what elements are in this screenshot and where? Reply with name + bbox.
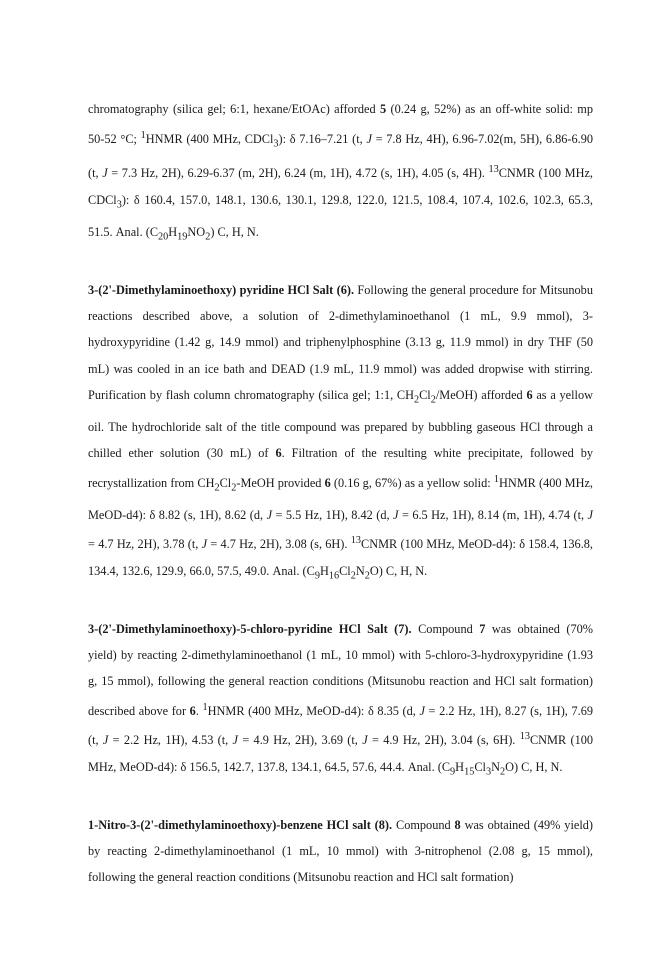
paragraph-compound-8 <box>88 812 593 891</box>
superscript: 1 <box>202 701 208 713</box>
superscript: 13 <box>350 535 361 547</box>
text-run: (0.16 g, 67%) as a yellow solid: <box>330 475 494 490</box>
text-run: Cl <box>219 475 232 490</box>
superscript: 1 <box>140 129 146 141</box>
compound-number: 6 <box>275 446 282 461</box>
text-run: H <box>319 563 329 578</box>
coupling-constant-symbol: J <box>587 507 594 522</box>
text-run: was obtained (49% yield) by reacting 2-dimethylaminoethanol (1 mL, 10 mmol) with 3-nitrophenol (2.08 g, 15 mmol), following the general reaction conditions (Mitsunobu reaction and HCl salt formation) <box>88 817 593 885</box>
text-run: HNMR (400 MHz, MeOD-d4): δ 8.35 (d, <box>207 703 420 718</box>
coupling-constant-symbol: J <box>419 703 425 718</box>
text-run: (0.24 g, 52%) as an off-white solid: mp 50-52 °C; <box>88 102 593 146</box>
text-run: chromatography (silica gel; 6:1, hexane/EtOAc) afforded <box>88 102 380 116</box>
text-run: Compound <box>392 817 455 832</box>
subscript: 15 <box>464 766 475 778</box>
subscript: 2 <box>350 570 356 582</box>
coupling-constant-symbol: J <box>102 166 108 181</box>
compound-number: 6 <box>324 475 331 490</box>
text-run: = 4.9 Hz, 2H), 3.04 (s, 6H). <box>367 733 520 748</box>
text-run: HNMR (400 MHz, CDCl <box>145 131 274 146</box>
text-run: Following the general procedure for Mitsunobu reactions described above, a solution of 2-dimethylaminoethanol (1 mL, 9.9 mmol), 3-hydroxypyridine (1.42 g, 14.9 mmol) and triphenylphosphine (3.13 g, 11.9 mmol) in dry THF (50 mL) was cooled in an ice bath and DEAD (1.9 mL, 11.9 mmol) was added dropwise with stirring. Purification by flash column chromatography (silica gel; 1:1, CH <box>88 282 593 403</box>
text-run: = 7.3 Hz, 2H), 6.29-6.37 (m, 2H), 6.24 (m, 1H), 4.72 (s, 1H), 4.05 (s, 4H). <box>107 166 489 181</box>
coupling-constant-symbol: J <box>393 507 399 522</box>
text-run: HNMR (400 MHz, MeOD-d4): δ 8.82 (s, 1H), 8.62 (d, <box>88 475 593 522</box>
text-run: CNMR (100 MHz, CDCl <box>88 166 593 207</box>
text-run: O) C, H, N. <box>369 563 428 578</box>
coupling-constant-symbol: J <box>366 131 372 146</box>
text-run: ): δ 160.4, 157.0, 148.1, 130.6, 130.1, 129.8, 122.0, 121.5, 108.4, 107.4, 102.6, 102.3, 65.3, 51.5. Anal. (C <box>88 192 593 239</box>
subscript: 2 <box>231 482 237 494</box>
text-run: as a yellow oil. The hydrochloride salt of the title compound was prepared by bubbling gaseous HCl through a chilled ether solution (30 mL) of <box>88 388 593 461</box>
paragraph-text <box>88 282 594 582</box>
text-run: NO <box>187 224 206 239</box>
text-run: N <box>491 759 500 774</box>
text-run: H <box>455 759 465 774</box>
compound-number: 8 <box>454 817 461 832</box>
paragraph-title: 3-(2'-Dimethylaminoethoxy) pyridine HCl Salt (6). <box>88 282 355 297</box>
text-run: = 2.2 Hz, 1H), 8.27 (s, 1H), 7.69 (t, <box>88 703 593 748</box>
subscript: 2 <box>364 570 370 582</box>
subscript: 2 <box>430 394 436 406</box>
text-run: /MeOH) afforded <box>435 388 527 403</box>
text-run: H <box>168 224 178 239</box>
paragraph-compound-7 <box>88 616 593 786</box>
text-run: = 4.7 Hz, 2H), 3.78 (t, <box>88 537 202 552</box>
text-run: ) C, H, N. <box>210 224 259 239</box>
superscript: 13 <box>519 731 530 743</box>
coupling-constant-symbol: J <box>201 537 208 552</box>
text-run: CNMR (100 MHz, MeOD-d4): δ 156.5, 142.7, 137.8, 134.1, 64.5, 57.6, 44.4. Anal. (C <box>88 733 594 774</box>
text-run: = 4.7 Hz, 2H), 3.08 (s, 6H). <box>207 537 351 552</box>
paragraph-title: 1-Nitro-3-(2'-dimethylaminoethoxy)-benzene HCl salt (8). <box>88 817 393 832</box>
subscript: 19 <box>177 231 188 243</box>
subscript: 2 <box>214 482 220 494</box>
subscript: 3 <box>273 137 279 149</box>
text-run: Cl <box>339 563 351 578</box>
subscript: 9 <box>314 570 320 582</box>
text-run: Compound <box>411 621 480 636</box>
paragraph-text <box>88 102 594 243</box>
subscript: 2 <box>205 231 211 243</box>
text-run: = 7.8 Hz, 4H), 6.96-7.02(m, 5H), 6.86-6.90 (t, <box>88 131 594 181</box>
subscript: 9 <box>450 766 456 778</box>
coupling-constant-symbol: J <box>102 733 109 748</box>
text-run: O) C, H, N. <box>505 759 563 774</box>
paragraph-compound-5 <box>88 96 593 251</box>
compound-number: 6 <box>526 388 533 403</box>
text-run: CNMR (100 MHz, MeOD-d4): δ 158.4, 136.8, 134.4, 132.6, 129.9, 66.0, 57.5, 49.0. Anal. (C <box>88 537 594 578</box>
subscript: 16 <box>328 570 340 582</box>
coupling-constant-symbol: J <box>232 733 239 748</box>
coupling-constant-symbol: J <box>266 507 273 522</box>
text-run: ): δ 7.16–7.21 (t, <box>278 131 367 146</box>
compound-number: 6 <box>189 703 196 718</box>
superscript: 13 <box>488 164 499 176</box>
paragraph-compound-6 <box>88 277 593 590</box>
text-run: = 6.5 Hz, 1H), 8.14 (m, 1H), 4.74 (t, <box>398 507 588 522</box>
coupling-constant-symbol: J <box>362 733 368 748</box>
compound-number: 5 <box>379 102 387 116</box>
subscript: 2 <box>413 394 420 406</box>
text-run: . Filtration of the resulting white precipitate, followed by recrystallization from CH <box>88 446 594 490</box>
subscript: 3 <box>116 199 122 211</box>
text-run: was obtained (70% yield) by reacting 2-dimethylaminoethanol (1 mL, 10 mmol) with 5-chloro-3-hydroxypyridine (1.93 g, 15 mmol), following the general reaction conditions (Mitsunobu reaction and HCl salt formation) described above for <box>88 621 594 718</box>
paragraph-text <box>88 621 594 778</box>
subscript: 20 <box>158 231 169 243</box>
superscript: 1 <box>493 473 499 485</box>
text-run: = 5.5 Hz, 1H), 8.42 (d, <box>272 507 394 522</box>
text-run: = 4.9 Hz, 2H), 3.69 (t, <box>238 733 363 748</box>
subscript: 2 <box>499 766 506 778</box>
text-run: Cl <box>474 759 486 774</box>
text-run: N <box>355 563 365 578</box>
text-run: = 2.2 Hz, 1H), 4.53 (t, <box>108 733 233 748</box>
paragraph-title: 3-(2'-Dimethylaminoethoxy)-5-chloro-pyridine HCl Salt (7). <box>88 621 412 636</box>
compound-number: 7 <box>479 621 486 636</box>
text-run: -MeOH provided <box>236 475 325 490</box>
text-run: . <box>195 703 203 718</box>
text-run: Cl <box>419 388 431 403</box>
page-body <box>88 96 593 891</box>
subscript: 3 <box>485 766 492 778</box>
